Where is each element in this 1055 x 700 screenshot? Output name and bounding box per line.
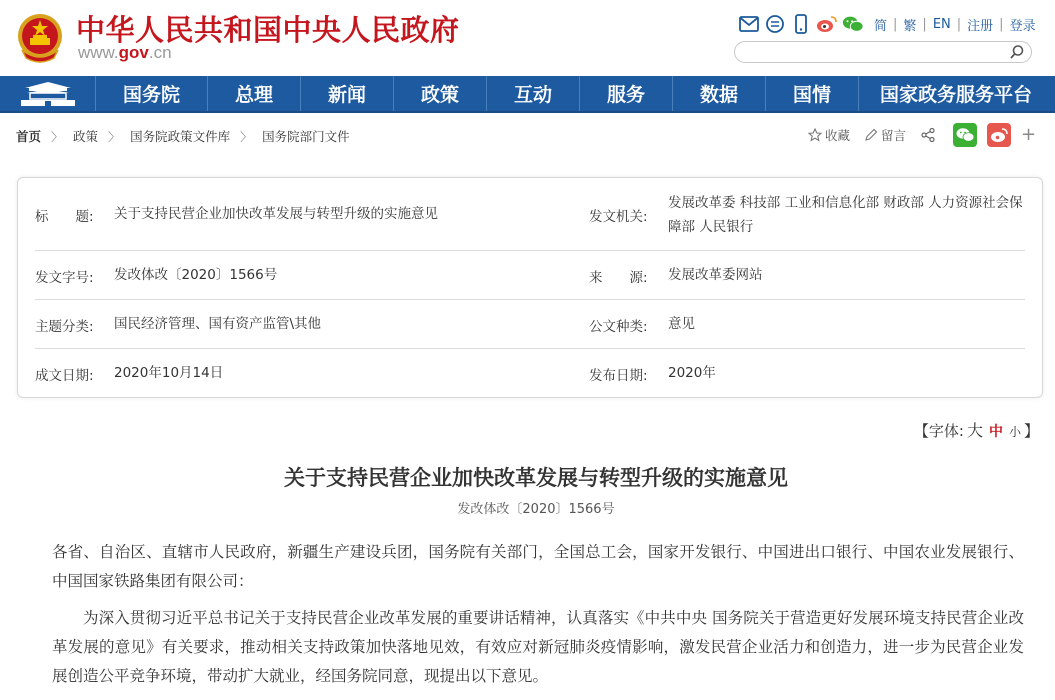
nav-item-interaction[interactable]: 互动 — [487, 76, 580, 111]
tiananmen-icon — [17, 80, 79, 108]
mobile-icon[interactable] — [790, 14, 812, 34]
font-switch-prefix: 【字体: — [913, 422, 964, 440]
search-input[interactable] — [745, 43, 1015, 63]
category-value: 国民经济管理、国有资产监管\其他 — [114, 316, 322, 332]
mail-icon[interactable] — [738, 14, 760, 34]
link-simplified[interactable]: 简 — [874, 18, 888, 34]
site-url-prefix: www. — [78, 43, 119, 62]
source-value: 发展改革委网站 — [668, 267, 763, 283]
separator: | — [956, 16, 962, 32]
site-url-domain: gov — [118, 43, 149, 62]
separator: | — [893, 16, 898, 32]
star-icon — [808, 128, 822, 142]
article-title: 关于支持民营企业加快改革发展与转型升级的实施意见 — [284, 465, 788, 490]
plus-icon: + — [1021, 124, 1037, 145]
pubdate-label: 发布日期: — [589, 368, 648, 384]
site-url-suffix: .cn — [148, 43, 172, 62]
article-paragraph: 各省、自治区、直辖市人民政府，新疆生产建设兵团，国务院有关部门，全国总工会，国家开发银行、中国进出口银行、中国农业发展银行、中国国家铁路集团有限公司： — [52, 543, 1024, 590]
site-header — [0, 0, 1055, 76]
chevron-right-icon: 〉 — [51, 129, 64, 144]
site-title[interactable]: 中华人民共和国中央人民政府 — [76, 13, 460, 47]
title-value: 关于支持民营企业加快改革发展与转型升级的实施意见 — [114, 206, 438, 222]
favorite-label: 收藏 — [825, 128, 851, 143]
search-icon[interactable] — [1009, 44, 1025, 60]
document-info-table — [17, 177, 1043, 398]
breadcrumb — [16, 127, 350, 145]
nav-item-national-info[interactable]: 国情 — [766, 76, 859, 111]
chevron-right-icon: 〉 — [108, 129, 121, 144]
chevron-right-icon: 〉 — [240, 129, 253, 144]
national-emblem-logo[interactable] — [16, 12, 64, 64]
wechat-icon[interactable] — [842, 14, 864, 34]
share-button[interactable] — [920, 127, 939, 143]
nav-item-policy[interactable]: 政策 — [394, 76, 487, 111]
nav-item-gov-service-platform[interactable]: 国家政务服务平台 — [879, 84, 1032, 106]
comment-button[interactable] — [864, 126, 906, 144]
nav-item-services[interactable]: 服务 — [580, 76, 673, 111]
doctype-label: 公文种类: — [589, 319, 648, 335]
category-label: 主题分类: — [35, 319, 94, 335]
date-value: 2020年10月14日 — [114, 365, 224, 381]
title-label: 标 题: — [35, 209, 94, 225]
link-login[interactable]: 登录 — [1009, 18, 1036, 34]
date-label: 成文日期: — [35, 368, 94, 384]
breadcrumb-home[interactable]: 首页 — [16, 129, 42, 144]
comment-label: 留言 — [881, 128, 907, 143]
favorite-button[interactable] — [808, 126, 850, 144]
font-size-large-button[interactable]: 大 — [966, 421, 983, 440]
page-actions — [808, 123, 1036, 147]
nav-item-state-council[interactable]: 国务院 — [96, 76, 208, 111]
nav-item-premier[interactable]: 总理 — [208, 76, 301, 111]
more-share-button[interactable] — [1021, 124, 1037, 145]
nav-home-button[interactable] — [0, 76, 96, 111]
pencil-icon — [864, 128, 878, 142]
font-size-medium-button[interactable]: 中 — [988, 424, 1003, 440]
article-docno: 发改体改〔2020〕1566号 — [457, 502, 615, 517]
docno-value: 发改体改〔2020〕1566号 — [114, 267, 278, 283]
article-body — [52, 538, 1024, 699]
share-weibo-button[interactable] — [987, 123, 1011, 147]
issuer-value: 发展改革委 科技部 工业和信息化部 财政部 人力资源社会保障部 人民银行 — [668, 195, 1023, 235]
lang-links — [874, 15, 1036, 34]
search-box — [734, 41, 1032, 63]
link-traditional[interactable]: 繁 — [903, 18, 917, 34]
nav-item-data[interactable]: 数据 — [673, 76, 766, 111]
font-switch-suffix: 】 — [1023, 422, 1039, 440]
wechat-icon — [955, 127, 975, 143]
weibo-icon[interactable] — [816, 14, 838, 34]
issuer-label: 发文机关: — [589, 209, 648, 225]
top-tools — [738, 12, 1036, 36]
pubdate-value: 2020年 — [668, 365, 716, 381]
docno-label: 发文字号: — [35, 270, 94, 286]
weibo-icon — [989, 127, 1009, 143]
link-english[interactable]: EN — [932, 16, 951, 32]
font-size-small-button[interactable]: 小 — [1008, 425, 1021, 439]
site-url[interactable] — [78, 43, 172, 63]
article-paragraph: 为深入贯彻习近平总书记关于支持民营企业改革发展的重要讲话精神，认真落实《中共中央 国务院关于营造更好发展环境支持民营企业改革发展的意见》有关要求，推动相关支持政策加快落地见效，有效应对新冠肺炎疫情影响，激发民营企业活力和创造力，进一步为民营企业发展创造公平竞争环境，带动扩大就业，经国务院同意，现提出以下意见。 — [52, 609, 1024, 685]
separator: | — [922, 16, 927, 32]
breadcrumb-department-docs[interactable]: 国务院部门文件 — [262, 129, 350, 144]
link-register[interactable]: 注册 — [967, 18, 994, 34]
separator: | — [999, 16, 1004, 32]
share-wechat-button[interactable] — [953, 123, 977, 147]
nav-item-news[interactable]: 新闻 — [301, 76, 394, 111]
message-icon[interactable] — [764, 14, 786, 34]
breadcrumb-policy[interactable]: 政策 — [73, 129, 99, 144]
source-label: 来 源: — [589, 270, 648, 286]
share-icon — [920, 127, 936, 143]
font-size-switch — [914, 418, 1039, 441]
breadcrumb-row — [0, 113, 1055, 157]
breadcrumb-policy-library[interactable]: 国务院政策文件库 — [130, 129, 231, 144]
doctype-value: 意见 — [668, 316, 695, 332]
main-nav — [0, 76, 1055, 113]
